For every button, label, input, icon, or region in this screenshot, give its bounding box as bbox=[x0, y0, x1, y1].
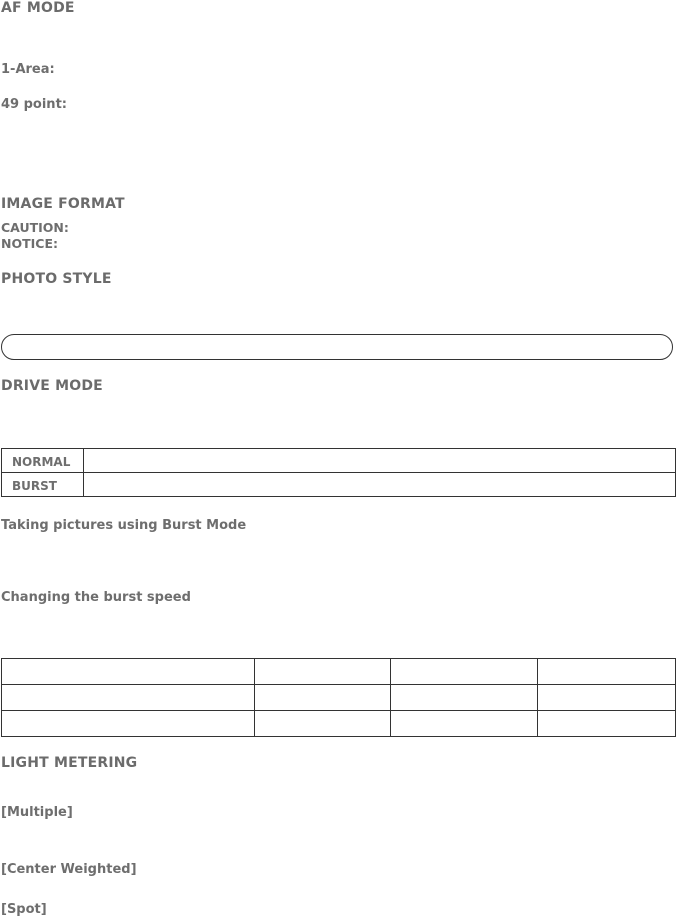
drive-normal-description bbox=[84, 449, 676, 473]
table-cell bbox=[391, 711, 538, 737]
table-cell bbox=[2, 685, 255, 711]
burst-mode-subheading: Taking pictures using Burst Mode bbox=[1, 518, 247, 533]
table-row bbox=[2, 711, 676, 737]
metering-center-weighted-label: [Center Weighted] bbox=[1, 862, 137, 877]
table-cell bbox=[2, 659, 255, 685]
table-row bbox=[2, 473, 676, 497]
table-cell bbox=[254, 659, 391, 685]
light-metering-heading: LIGHT METERING bbox=[1, 755, 138, 771]
drive-mode-table bbox=[1, 448, 676, 497]
af-mode-heading: AF MODE bbox=[1, 0, 75, 16]
table-row bbox=[2, 659, 676, 685]
table-cell bbox=[538, 711, 676, 737]
drive-burst-label: BURST bbox=[2, 473, 84, 497]
table-cell bbox=[254, 711, 391, 737]
burst-speed-subheading: Changing the burst speed bbox=[1, 590, 191, 605]
photo-style-heading: PHOTO STYLE bbox=[1, 271, 112, 287]
image-format-heading: IMAGE FORMAT bbox=[1, 196, 125, 212]
table-row bbox=[2, 449, 676, 473]
drive-normal-label: NORMAL bbox=[2, 449, 84, 473]
table-cell bbox=[2, 711, 255, 737]
af-area-label: 1-Area: bbox=[1, 62, 55, 77]
table-row bbox=[2, 685, 676, 711]
photo-style-bar bbox=[1, 334, 673, 360]
table-cell bbox=[538, 685, 676, 711]
table-cell bbox=[391, 659, 538, 685]
table-cell bbox=[538, 659, 676, 685]
drive-mode-heading: DRIVE MODE bbox=[1, 378, 103, 394]
metering-multiple-label: [Multiple] bbox=[1, 805, 73, 820]
caution-label: CAUTION: bbox=[1, 220, 69, 235]
burst-speed-table bbox=[1, 658, 676, 737]
table-cell bbox=[254, 685, 391, 711]
drive-burst-description bbox=[84, 473, 676, 497]
notice-label: NOTICE: bbox=[1, 236, 58, 251]
af-49-point-label: 49 point: bbox=[1, 97, 67, 112]
table-cell bbox=[391, 685, 538, 711]
metering-spot-label: [Spot] bbox=[1, 902, 47, 917]
